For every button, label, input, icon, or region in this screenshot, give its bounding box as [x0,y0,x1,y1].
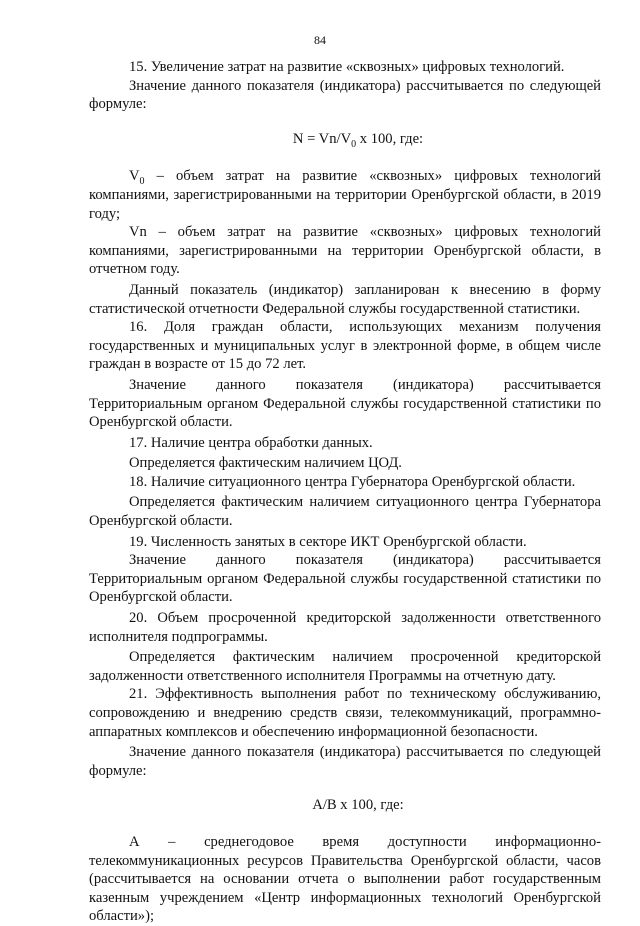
v0-text: – объем затрат на развитие «сквозных» цифровых технологий компаниями, зарегистрированными на территории Оренбургской области, в 2019 году; [89,168,601,222]
v0-subscript: 0 [139,176,145,188]
paragraph-formula-intro-2: Значение данного показателя (индикатора) рассчитывается по следующей формуле: [89,744,601,779]
paragraph-item-18: 18. Наличие ситуационного центра Губернатора Оренбургской области. [129,473,576,490]
paragraph-item-19-calc: Значение данного показателя (индикатора) рассчитывается Территориальным органом Федеральной службы государственной статистики по Оренбургской области. [89,552,601,606]
formula-n-rhs: x 100, где: [356,130,424,147]
page-number: 84 [314,33,326,47]
paragraph-item-20-calc: Определяется фактическим наличием просроченной кредиторской задолженности ответственного исполнителя Программы на отчетную дату. [89,649,601,684]
paragraph-item-16-calc: Значение данного показателя (индикатора) рассчитывается Территориальным органом Федеральной службы государственной статистики по Оренбургской области. [89,376,601,431]
page-body [89,58,601,926]
paragraph-indicator-planned: Данный показатель (индикатор) запланирован к внесению в форму статистической отчетности Федеральной службы государственной статистики. [89,281,601,317]
paragraph-item-16: 16. Доля граждан области, использующих механизм получения государственных и муниципальных услуг в электронной форме, в общем числе граждан в возрасте от 15 до 72 лет. [89,319,601,373]
formula-ab: A/B x 100, где: [312,797,404,814]
formula-n-subscript: 0 [351,138,357,150]
paragraph-item-19: 19. Численность занятых в секторе ИКТ Оренбургской области. [129,533,527,550]
paragraph-item-20: 20. Объем просроченной кредиторской задолженности ответственного исполнителя подпрограммы. [89,610,601,645]
paragraph-vn-definition: Vn – объем затрат на развитие «сквозных» цифровых технологий компаниями, зарегистрированными на территории Оренбургской области, в отчетном году. [89,224,601,278]
formula-n-lhs: N = Vn/V [292,130,352,147]
paragraph-item-17-calc: Определяется фактическим наличием ЦОД. [129,455,402,472]
paragraph-item-15: 15. Увеличение затрат на развитие «сквозных» цифровых технологий. [129,59,565,75]
formula-n [89,130,601,149]
paragraph-a-definition: А – среднегодовое время доступности информационно-телекоммуникационных ресурсов Правительства Оренбургской области, часов (рассчитывается на основании отчета о выполнении работ государственным казенным учреждением «Центр информационных технологий Оренбургской области»); [89,833,601,925]
paragraph-v0-definition [89,167,601,223]
v0-symbol: V [129,168,140,185]
paragraph-formula-intro-1: Значение данного показателя (индикатора) рассчитывается по следующей формуле: [89,77,601,113]
paragraph-item-21: 21. Эффективность выполнения работ по техническому обслуживанию, сопровождению и внедрению средств связи, телекоммуникаций, программно-аппаратных комплексов и обеспечению информационной безопасности. [89,686,601,740]
paragraph-item-17: 17. Наличие центра обработки данных. [129,434,373,451]
paragraph-item-18-calc: Определяется фактическим наличием ситуационного центра Губернатора Оренбургской области. [89,494,601,530]
